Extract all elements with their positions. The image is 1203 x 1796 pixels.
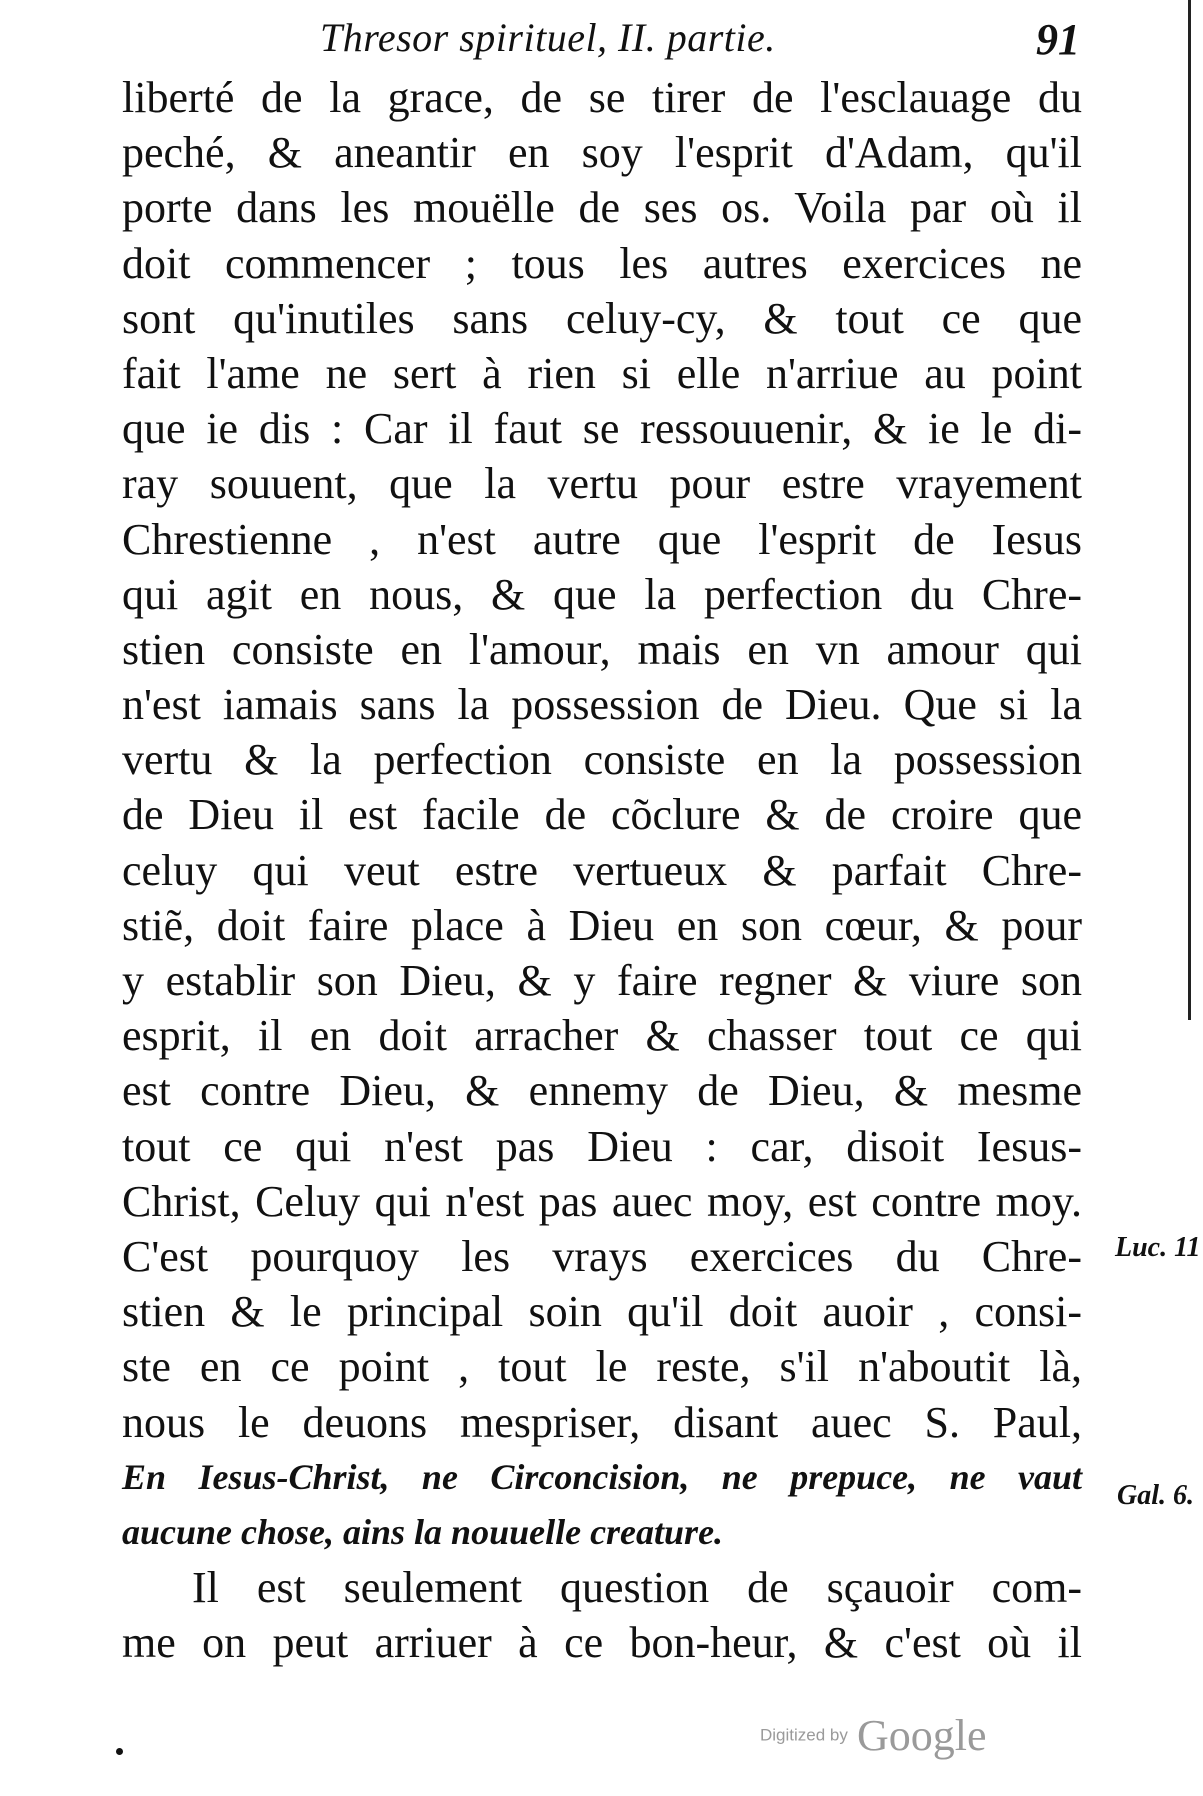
text-line: doit commencer ; tous les autres exercices ne (122, 238, 1082, 288)
text-line: liberté de la grace, de se tirer de l'esclauage du (122, 73, 1082, 122)
ink-spot (116, 1748, 123, 1755)
text-line: nous le deuons mespriser, disant auec S. Paul, (122, 1397, 1082, 1447)
text-line: fait l'ame ne sert à rien si elle n'arriue au point (122, 348, 1082, 398)
text-line: Chrestienne , n'est autre que l'esprit de Iesus (122, 514, 1082, 564)
margin-note-luc: Luc. 11 (1115, 1232, 1201, 1263)
margin-note-gal: Gal. 6. (1117, 1480, 1194, 1511)
digitized-watermark (760, 1710, 987, 1761)
text-line: esprit, il en doit arracher & chasser tout ce qui (122, 1011, 1082, 1061)
text-line: sont qu'inutiles sans celuy-cy, & tout ce que (122, 293, 1082, 343)
page-number: 91 (1036, 15, 1080, 64)
text-line: C'est pourquoy les vrays exercices du Chre- (122, 1231, 1082, 1281)
text-line: ray souuent, que la vertu pour estre vrayement (122, 459, 1082, 509)
text-line: peché, & aneantir en soy l'esprit d'Adam, qu'il (122, 128, 1082, 178)
text-line: me on peut arriuer à ce bon-heur, & c'est où il (122, 1618, 1082, 1668)
text-line: stiẽ, doit faire place à Dieu en son cœur, & pour (122, 900, 1082, 950)
text-line-quotation: Christ, Celuy qui n'est pas auec moy, est contre moy. (122, 1176, 1082, 1226)
watermark-prefix: Digitized by (760, 1725, 848, 1745)
text-line: est contre Dieu, & ennemy de Dieu, & mesme (122, 1066, 1082, 1116)
text-line: celuy qui veut estre vertueux & parfait Chre- (122, 845, 1082, 895)
text-line: de Dieu il est facile de cõclure & de croire que (122, 790, 1082, 840)
running-header (120, 14, 1080, 74)
text-line: y establir son Dieu, & y faire regner & viure son (122, 956, 1082, 1005)
watermark-brand: Google (856, 1711, 987, 1760)
text-line: ste en ce point , tout le reste, s'il n'aboutit là, (122, 1342, 1082, 1392)
text-line: vertu & la perfection consiste en la possession (122, 735, 1082, 785)
text-line: n'est iamais sans la possession de Dieu. Que si la (122, 680, 1082, 730)
text-line: stien consiste en l'amour, mais en vn amour qui (122, 624, 1082, 674)
italic-quotation-line: aucune chose, ains la nouuelle creature. (122, 1511, 724, 1552)
text-line: stien & le principal soin qu'il doit auoir , consi- (122, 1287, 1082, 1337)
italic-quotation-line: En Iesus-Christ, ne Circoncision, ne prepuce, ne vaut (122, 1456, 1082, 1497)
text-line: qui agit en nous, & que la perfection du Chre- (122, 569, 1082, 619)
paragraph-start-line: Il est seulement question de sçauoir com- (192, 1563, 1082, 1613)
text-line: tout ce qui n'est pas Dieu : car, disoit Iesus- (122, 1121, 1082, 1171)
running-title: Thresor spirituel, II. partie. (320, 15, 776, 60)
text-line: que ie dis : Car il faut se ressouuenir, & ie le di- (122, 404, 1082, 454)
body-text (122, 70, 1082, 1670)
text-line: porte dans les mouëlle de ses os. Voila par où il (122, 183, 1082, 233)
page-edge-shadow (1188, 0, 1191, 1020)
